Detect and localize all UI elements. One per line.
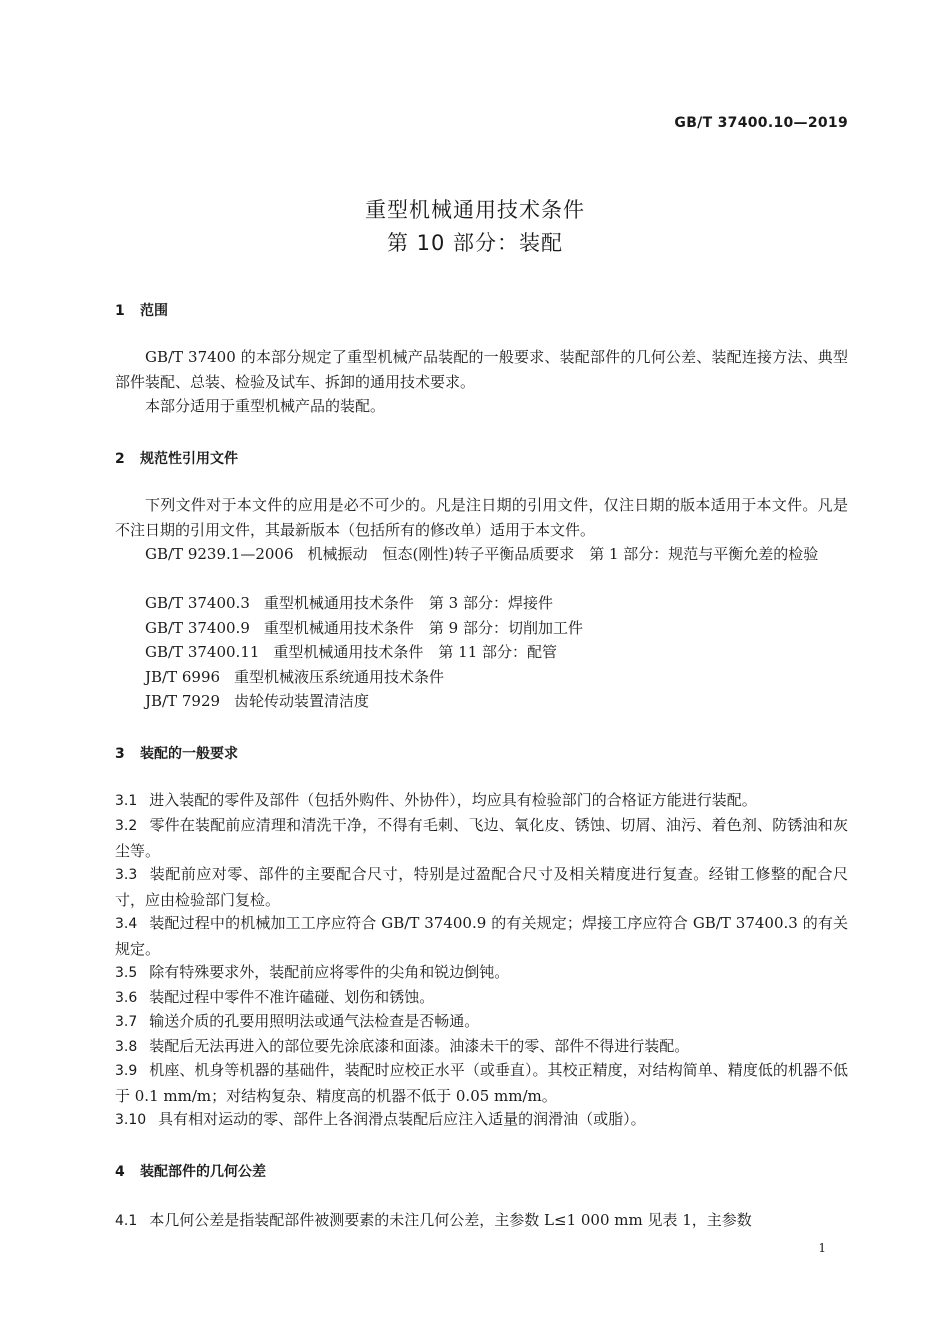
reference-title: 机械振动 恒态(刚性)转子平衡品质要求 第 1 部分：规范与平衡允差的检验 — [307, 545, 819, 563]
clause-number: 3.7 — [115, 1014, 138, 1030]
reference-item — [145, 640, 557, 665]
clause-number: 4.1 — [115, 1213, 138, 1229]
clause-text: 本几何公差是指装配部件被测要素的未注几何公差，主参数 L≤1 000 mm 见表 1，主参数 — [149, 1211, 752, 1229]
clause-text: 零件在装配前应清理和清洗干净，不得有毛刺、飞边、氧化皮、锈蚀、切屑、油污、着色剂、防锈油和灰尘等。 — [115, 816, 848, 860]
reference-item — [145, 689, 369, 714]
clause-text: 输送介质的孔要用照明法或通气法检查是否畅通。 — [149, 1012, 480, 1030]
clause-number: 3.9 — [115, 1063, 138, 1079]
clause-text: 具有相对运动的零、部件上各润滑点装配后应注入适量的润滑油（或脂）。 — [158, 1110, 646, 1128]
reference-title: 齿轮传动装置清洁度 — [234, 692, 370, 710]
reference-code: GB/T 37400.11 — [145, 643, 260, 661]
page-number: 1 — [818, 1241, 826, 1255]
document-subtitle: 第 10 部分：装配 — [386, 231, 564, 255]
section-2-intro: 下列文件对于本文件的应用是必不可少的。凡是注日期的引用文件，仅注日期的版本适用于本文件。凡是不注日期的引用文件，其最新版本（包括所有的修改单）适用于本文件。 — [115, 496, 848, 539]
clause — [115, 1058, 848, 1108]
clause-text: 装配过程中的机械加工工序应符合 GB/T 37400.9 的有关规定；焊接工序应符合 GB/T 37400.3 的有关规定。 — [115, 914, 848, 958]
clause-text: 除有特殊要求外，装配前应将零件的尖角和锐边倒钝。 — [149, 963, 510, 981]
reference-title: 重型机械通用技术条件 第 3 部分：焊接件 — [263, 594, 553, 612]
section-4-heading — [115, 1161, 266, 1181]
clause — [115, 1107, 848, 1133]
section-1-paragraph-2: 本部分适用于重型机械产品的装配。 — [145, 397, 386, 415]
clause — [115, 788, 848, 814]
section-title: 装配的一般要求 — [140, 746, 238, 762]
clause-number: 3.2 — [115, 818, 138, 834]
clause-text: 装配后无法再进入的部位要先涂底漆和面漆。油漆未干的零、部件不得进行装配。 — [149, 1037, 690, 1055]
clause-text: 进入装配的零件及部件（包括外购件、外协件），均应具有检验部门的合格证方能进行装配。 — [149, 791, 757, 809]
clause-number: 3.1 — [115, 793, 138, 809]
section-1-heading — [115, 300, 168, 320]
clause — [115, 1208, 848, 1234]
reference-code: GB/T 37400.3 — [145, 594, 250, 612]
clause-number: 3.5 — [115, 965, 138, 981]
clause-number: 3.10 — [115, 1112, 147, 1128]
clause-text: 装配前应对零、部件的主要配合尺寸，特别是过盈配合尺寸及相关精度进行复查。经钳工修整的配合尺寸，应由检验部门复检。 — [115, 865, 848, 909]
reference-item — [145, 665, 444, 690]
section-2-heading — [115, 448, 238, 468]
section-title: 规范性引用文件 — [140, 451, 238, 467]
section-number: 1 — [115, 303, 125, 319]
section-title: 装配部件的几何公差 — [140, 1164, 266, 1180]
section-number: 2 — [115, 451, 125, 467]
clause — [115, 911, 848, 961]
clause-number: 3.8 — [115, 1039, 138, 1055]
clause-text: 机座、机身等机器的基础件，装配时应校正水平（或垂直）。其校正精度，对结构简单、精度低的机器不低于 0.1 mm/m；对结构复杂、精度高的机器不低于 0.05 mm/m。 — [115, 1061, 848, 1105]
section-3-heading — [115, 743, 238, 763]
clause — [115, 960, 848, 986]
clause-number: 3.6 — [115, 990, 138, 1006]
reference-title: 重型机械液压系统通用技术条件 — [234, 668, 445, 686]
reference-code: GB/T 9239.1—2006 — [145, 545, 294, 563]
standard-code: GB/T 37400.10—2019 — [674, 115, 848, 131]
document-title: 重型机械通用技术条件 — [365, 198, 585, 222]
section-number: 3 — [115, 746, 125, 762]
clause — [115, 1034, 848, 1060]
clause — [115, 1009, 848, 1035]
section-title: 范围 — [140, 303, 168, 319]
reference-item — [115, 542, 848, 567]
reference-code: GB/T 37400.9 — [145, 619, 250, 637]
reference-code: JB/T 6996 — [145, 668, 221, 686]
reference-item — [145, 616, 583, 641]
clause — [115, 862, 848, 912]
clause-number: 3.3 — [115, 867, 138, 883]
reference-title: 重型机械通用技术条件 第 11 部分：配管 — [273, 643, 558, 661]
reference-code: JB/T 7929 — [145, 692, 221, 710]
clause-text: 装配过程中零件不准许磕碰、划伤和锈蚀。 — [149, 988, 435, 1006]
clause — [115, 985, 848, 1011]
section-number: 4 — [115, 1164, 125, 1180]
reference-title: 重型机械通用技术条件 第 9 部分：切削加工件 — [263, 619, 583, 637]
reference-item — [145, 591, 553, 616]
section-1-paragraph-1: GB/T 37400 的本部分规定了重型机械产品装配的一般要求、装配部件的几何公差、装配连接方法、典型部件装配、总装、检验及试车、拆卸的通用技术要求。 — [115, 348, 848, 391]
clause-number: 3.4 — [115, 916, 138, 932]
clause — [115, 813, 848, 863]
